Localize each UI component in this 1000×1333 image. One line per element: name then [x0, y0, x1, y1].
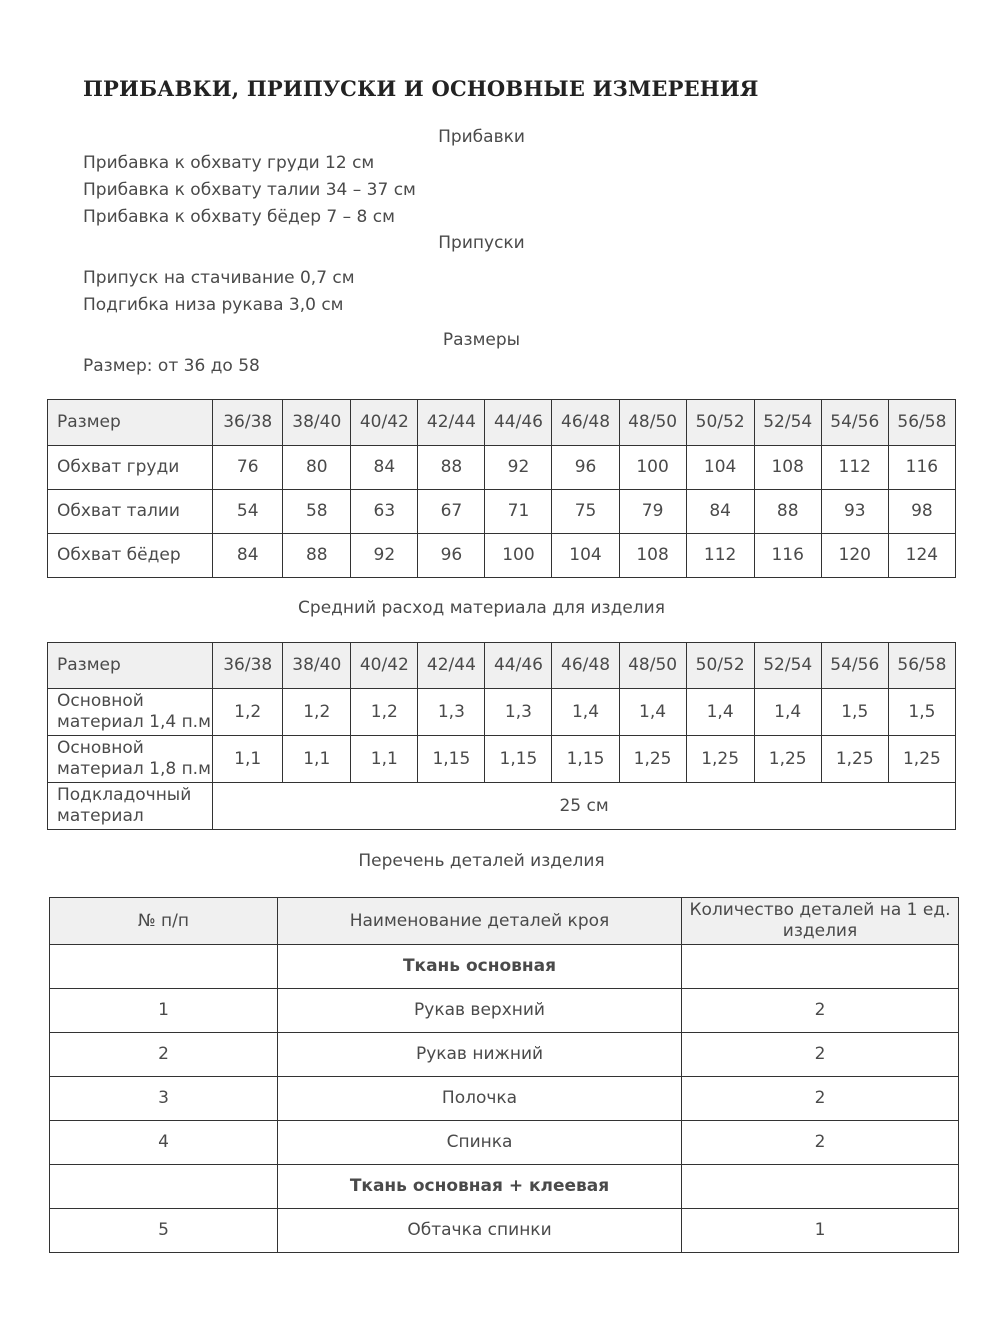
allowances-heading: Прибавки [438, 127, 525, 147]
table-row [48, 534, 956, 578]
row-label-line: материал 1,4 п.м [57, 712, 211, 732]
row-label [48, 689, 213, 736]
table-cell: 92 [351, 534, 418, 578]
table-cell: 84 [686, 490, 754, 534]
table-cell [682, 1165, 959, 1209]
part-qty: 1 [682, 1209, 959, 1253]
table-cell: 100 [619, 446, 686, 490]
section-row [50, 945, 959, 989]
table-row [50, 1033, 959, 1077]
table-cell: 93 [821, 490, 888, 534]
consumption-heading: Средний расход материала для изделия [298, 598, 665, 618]
part-qty: 2 [682, 1077, 959, 1121]
page-title: ПРИБАВКИ, ПРИПУСКИ И ОСНОВНЫЕ ИЗМЕРЕНИЯ [83, 76, 759, 101]
size-header: 42/44 [418, 643, 485, 689]
row-label [48, 736, 213, 783]
size-header: 54/56 [821, 400, 888, 446]
size-header: 36/38 [213, 643, 283, 689]
consumption-table [47, 642, 956, 830]
row-label: Обхват груди [48, 446, 213, 490]
table-cell: 120 [821, 534, 888, 578]
table-cell: 96 [552, 446, 619, 490]
measurements-table [47, 399, 956, 578]
table-cell: 75 [552, 490, 619, 534]
row-label-line: материал 1,8 п.м [57, 759, 211, 779]
section-title: Ткань основная + клеевая [278, 1165, 682, 1209]
col-qty-header-line: Количество деталей на 1 ед. [689, 900, 951, 920]
table-cell: 1,25 [888, 736, 955, 783]
table-cell: 1,15 [485, 736, 552, 783]
table-cell: 58 [283, 490, 351, 534]
table-row [50, 1209, 959, 1253]
table-cell: 1,4 [619, 689, 686, 736]
col-name-header: Наименование деталей кроя [278, 898, 682, 945]
row-label-line: Подкладочный [57, 785, 192, 805]
table-cell: 92 [485, 446, 552, 490]
col-qty-header-line: изделия [782, 921, 858, 941]
size-header: 40/42 [351, 400, 418, 446]
table-cell: 88 [754, 490, 821, 534]
table-cell: 71 [485, 490, 552, 534]
table-cell: 104 [686, 446, 754, 490]
size-header: 38/40 [283, 643, 351, 689]
row-label: Обхват талии [48, 490, 213, 534]
seam-allowances-heading: Припуски [438, 233, 525, 253]
table-cell: 88 [418, 446, 485, 490]
part-num: 5 [50, 1209, 278, 1253]
allowance-item: Прибавка к обхвату талии 34 – 37 см [83, 180, 416, 200]
part-num: 2 [50, 1033, 278, 1077]
part-name: Спинка [278, 1121, 682, 1165]
header-label: Размер [48, 400, 213, 446]
table-cell: 108 [754, 446, 821, 490]
size-header: 44/46 [485, 643, 552, 689]
row-label [48, 783, 213, 830]
allowance-item: Прибавка к обхвату бёдер 7 – 8 см [83, 207, 395, 227]
section-row [50, 1165, 959, 1209]
table-row [48, 689, 956, 736]
table-cell: 1,25 [686, 736, 754, 783]
table-cell: 1,3 [485, 689, 552, 736]
size-header: 44/46 [485, 400, 552, 446]
row-label: Обхват бёдер [48, 534, 213, 578]
table-cell: 1,4 [754, 689, 821, 736]
table-cell: 1,3 [418, 689, 485, 736]
table-header-row [50, 898, 959, 945]
size-header: 42/44 [418, 400, 485, 446]
part-qty: 2 [682, 1033, 959, 1077]
table-cell: 108 [619, 534, 686, 578]
table-cell: 1,25 [821, 736, 888, 783]
size-header: 36/38 [213, 400, 283, 446]
size-header: 38/40 [283, 400, 351, 446]
table-row-lining [48, 783, 956, 830]
table-cell: 96 [418, 534, 485, 578]
table-cell: 1,4 [686, 689, 754, 736]
table-cell: 124 [888, 534, 955, 578]
table-row [50, 1121, 959, 1165]
part-num: 4 [50, 1121, 278, 1165]
table-header-row [48, 400, 956, 446]
table-cell: 116 [888, 446, 955, 490]
size-header: 56/58 [888, 400, 955, 446]
part-name: Полочка [278, 1077, 682, 1121]
table-cell: 76 [213, 446, 283, 490]
part-name: Обтачка спинки [278, 1209, 682, 1253]
table-cell [50, 945, 278, 989]
table-cell: 1,2 [213, 689, 283, 736]
part-qty: 2 [682, 1121, 959, 1165]
table-cell: 100 [485, 534, 552, 578]
table-cell: 1,15 [552, 736, 619, 783]
table-cell: 1,25 [754, 736, 821, 783]
part-num: 3 [50, 1077, 278, 1121]
row-label-line: Основной [57, 738, 144, 758]
table-cell: 1,1 [351, 736, 418, 783]
table-cell: 112 [821, 446, 888, 490]
table-cell [50, 1165, 278, 1209]
table-cell: 84 [213, 534, 283, 578]
sizes-heading: Размеры [442, 330, 521, 350]
table-cell: 84 [351, 446, 418, 490]
table-cell [682, 945, 959, 989]
table-cell: 1,2 [351, 689, 418, 736]
table-row [50, 1077, 959, 1121]
table-row [48, 490, 956, 534]
part-qty: 2 [682, 989, 959, 1033]
sizes-range: Размер: от 36 до 58 [83, 356, 260, 376]
table-cell: 98 [888, 490, 955, 534]
size-header: 52/54 [754, 400, 821, 446]
table-cell: 1,4 [552, 689, 619, 736]
table-header-row [48, 643, 956, 689]
size-header: 50/52 [686, 643, 754, 689]
size-header: 46/48 [552, 643, 619, 689]
table-cell: 1,25 [619, 736, 686, 783]
row-label-line: материал [57, 806, 144, 826]
size-header: 52/54 [754, 643, 821, 689]
table-cell: 1,5 [821, 689, 888, 736]
lining-value: 25 см [213, 783, 956, 830]
size-header: 40/42 [351, 643, 418, 689]
part-num: 1 [50, 989, 278, 1033]
table-cell: 80 [283, 446, 351, 490]
allowance-item: Прибавка к обхвату груди 12 см [83, 153, 375, 173]
table-cell: 67 [418, 490, 485, 534]
section-title: Ткань основная [278, 945, 682, 989]
size-header: 54/56 [821, 643, 888, 689]
col-qty-header [682, 898, 959, 945]
table-cell: 1,1 [283, 736, 351, 783]
parts-table [49, 897, 959, 1253]
part-name: Рукав верхний [278, 989, 682, 1033]
table-cell: 79 [619, 490, 686, 534]
seam-allowance-item: Подгибка низа рукава 3,0 см [83, 295, 344, 315]
table-row [48, 736, 956, 783]
table-cell: 1,15 [418, 736, 485, 783]
row-label-line: Основной [57, 691, 144, 711]
seam-allowance-item: Припуск на стачивание 0,7 см [83, 268, 355, 288]
table-cell: 1,1 [213, 736, 283, 783]
header-label: Размер [48, 643, 213, 689]
table-cell: 104 [552, 534, 619, 578]
table-row [48, 446, 956, 490]
size-header: 48/50 [619, 643, 686, 689]
table-cell: 1,2 [283, 689, 351, 736]
parts-heading: Перечень деталей изделия [358, 851, 605, 871]
size-header: 50/52 [686, 400, 754, 446]
size-header: 56/58 [888, 643, 955, 689]
size-header: 48/50 [619, 400, 686, 446]
table-cell: 63 [351, 490, 418, 534]
table-cell: 112 [686, 534, 754, 578]
col-num-header: № п/п [50, 898, 278, 945]
table-cell: 1,5 [888, 689, 955, 736]
size-header: 46/48 [552, 400, 619, 446]
table-cell: 88 [283, 534, 351, 578]
table-cell: 54 [213, 490, 283, 534]
part-name: Рукав нижний [278, 1033, 682, 1077]
table-row [50, 989, 959, 1033]
table-cell: 116 [754, 534, 821, 578]
